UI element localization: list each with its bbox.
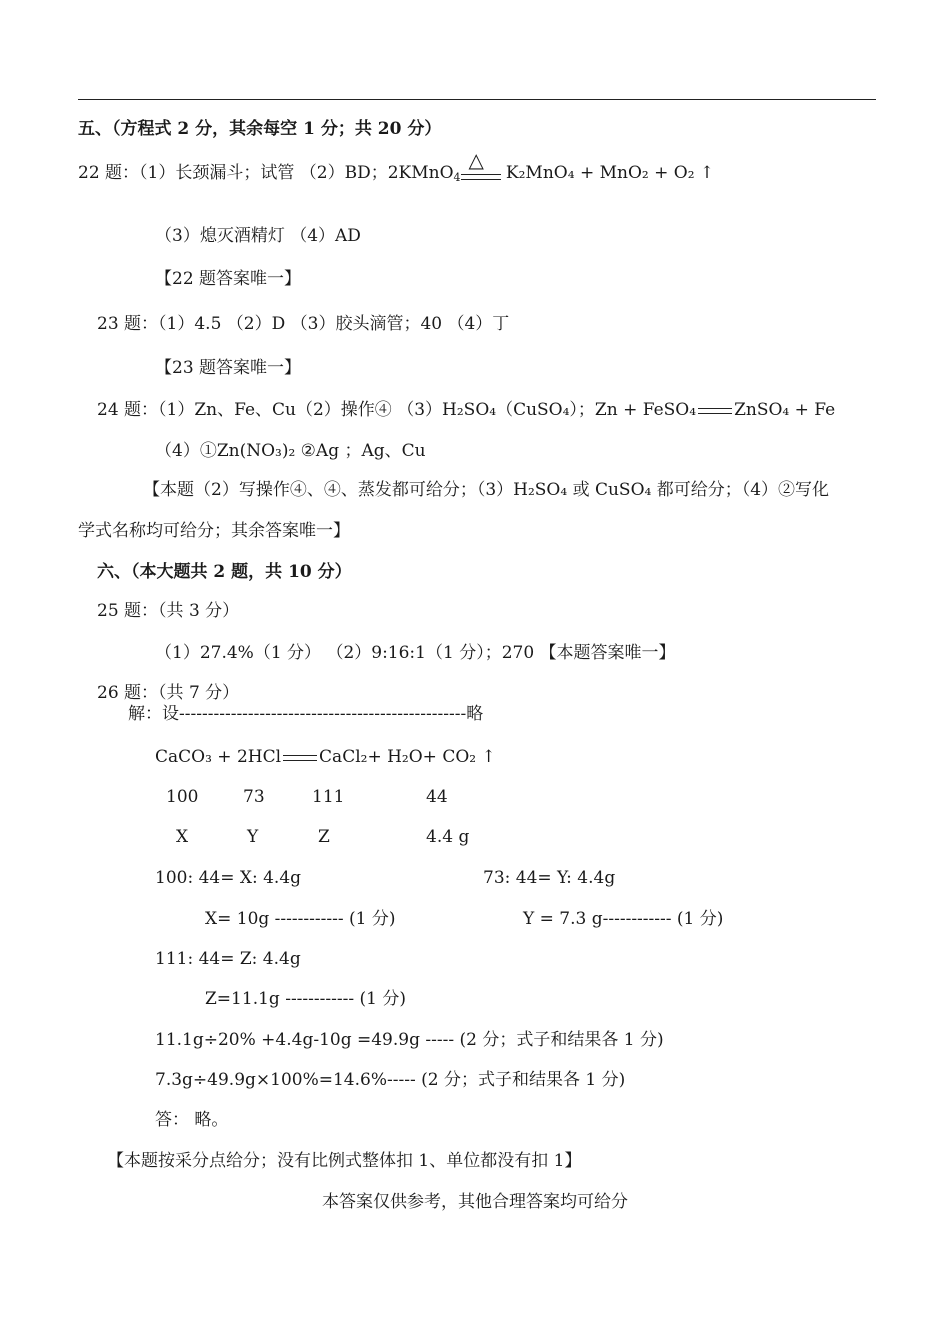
q26-eq-left: CaCO₃ + 2HCl xyxy=(155,747,282,767)
q24-note-2: 学式名称均可给分；其余答案唯一】 xyxy=(78,521,350,541)
q24-line-1 xyxy=(97,399,835,421)
q24-line-1a: 24 题：（1）Zn、Fe、Cu（2）操作④ （3）H₂SO₄（CuSO₄）；Zn + FeSO₄ xyxy=(97,400,697,420)
equals-bar xyxy=(461,174,501,180)
section-5-title: 五、（方程式 2 分，其余每空 1 分；共 20 分） xyxy=(78,119,442,139)
q22-line-2: （3）熄灭酒精灯 （4）AD xyxy=(155,226,361,246)
known-co2: 4.4 g xyxy=(426,827,470,847)
q25-line-1: （1）27.4%（1 分） （2）9:16:1（1 分）；270 【本题答案唯一】 xyxy=(155,643,676,663)
result-y: Y = 7.3 g------------ (1 分) xyxy=(523,909,724,929)
q22-line-1 xyxy=(78,147,715,189)
q22-note: 【22 题答案唯一】 xyxy=(155,269,302,289)
ratio-hcl: 73 xyxy=(243,787,265,807)
ratio-cacl2: 111 xyxy=(312,787,345,807)
q26-answer: 答： 略。 xyxy=(155,1110,229,1130)
calc-2: 7.3g÷49.9g×100%=14.6%----- (2 分；式子和结果各 1 分) xyxy=(155,1070,626,1090)
q26-equation xyxy=(155,746,496,768)
proportion-2: 73: 44= Y: 4.4g xyxy=(483,868,616,888)
q26-eq-right: CaCl₂+ H₂O+ CO₂ ↑ xyxy=(319,747,496,767)
q26-head: 26 题：（共 7 分） xyxy=(97,683,240,703)
q22-eq-rest: K₂MnO₄ + MnO₂ + O₂ ↑ xyxy=(505,163,715,183)
ratio-co2: 44 xyxy=(426,787,448,807)
delta-icon: △ xyxy=(468,147,484,172)
unknown-y: Y xyxy=(247,827,259,847)
q24-note-1: 【本题（2）写操作④、④、蒸发都可给分；（3）H₂SO₄ 或 CuSO₄ 都可给分；（4）②写化 xyxy=(143,480,830,500)
q26-equals-bar xyxy=(283,755,317,761)
q24-line-1b: ZnSO₄ + Fe xyxy=(734,400,836,420)
q25-head: 25 题：（共 3 分） xyxy=(97,601,240,621)
proportion-3: 111: 44= Z: 4.4g xyxy=(155,949,301,969)
proportion-1: 100: 44= X: 4.4g xyxy=(155,868,302,888)
q22-sub-4: 4 xyxy=(453,171,461,184)
heat-symbol xyxy=(461,147,501,185)
result-x: X= 10g ------------ (1 分) xyxy=(205,909,396,929)
q23-note: 【23 题答案唯一】 xyxy=(155,358,302,378)
section-6-title: 六、（本大题共 2 题，共 10 分） xyxy=(97,562,352,582)
footer-note: 本答案仅供参考，其他合理答案均可给分 xyxy=(322,1192,628,1212)
unknown-z: Z xyxy=(318,827,330,847)
top-rule xyxy=(78,99,876,100)
calc-1: 11.1g÷20% +4.4g-10g =49.9g ----- (2 分；式子和结果各 1 分) xyxy=(155,1030,664,1050)
q26-note: 【本题按采分点给分；没有比例式整体扣 1、单位都没有扣 1】 xyxy=(107,1151,582,1171)
ratio-caco3: 100 xyxy=(166,787,199,807)
q22-lead: 22 题：（1）长颈漏斗；试管 （2）BD；2KMnO xyxy=(78,163,454,183)
q24-equals-bar xyxy=(698,408,732,414)
q24-line-2: （4）①Zn(NO₃)₂ ②Ag ；Ag、Cu xyxy=(155,441,426,461)
unknown-x: X xyxy=(176,827,189,847)
result-z: Z=11.1g ------------ (1 分) xyxy=(205,989,407,1009)
q26-setup: 解：设--------------------------------------------------略 xyxy=(128,704,484,724)
q23-line-1: 23 题：（1）4.5 （2）D （3）胶头滴管；40 （4）丁 xyxy=(97,314,510,334)
